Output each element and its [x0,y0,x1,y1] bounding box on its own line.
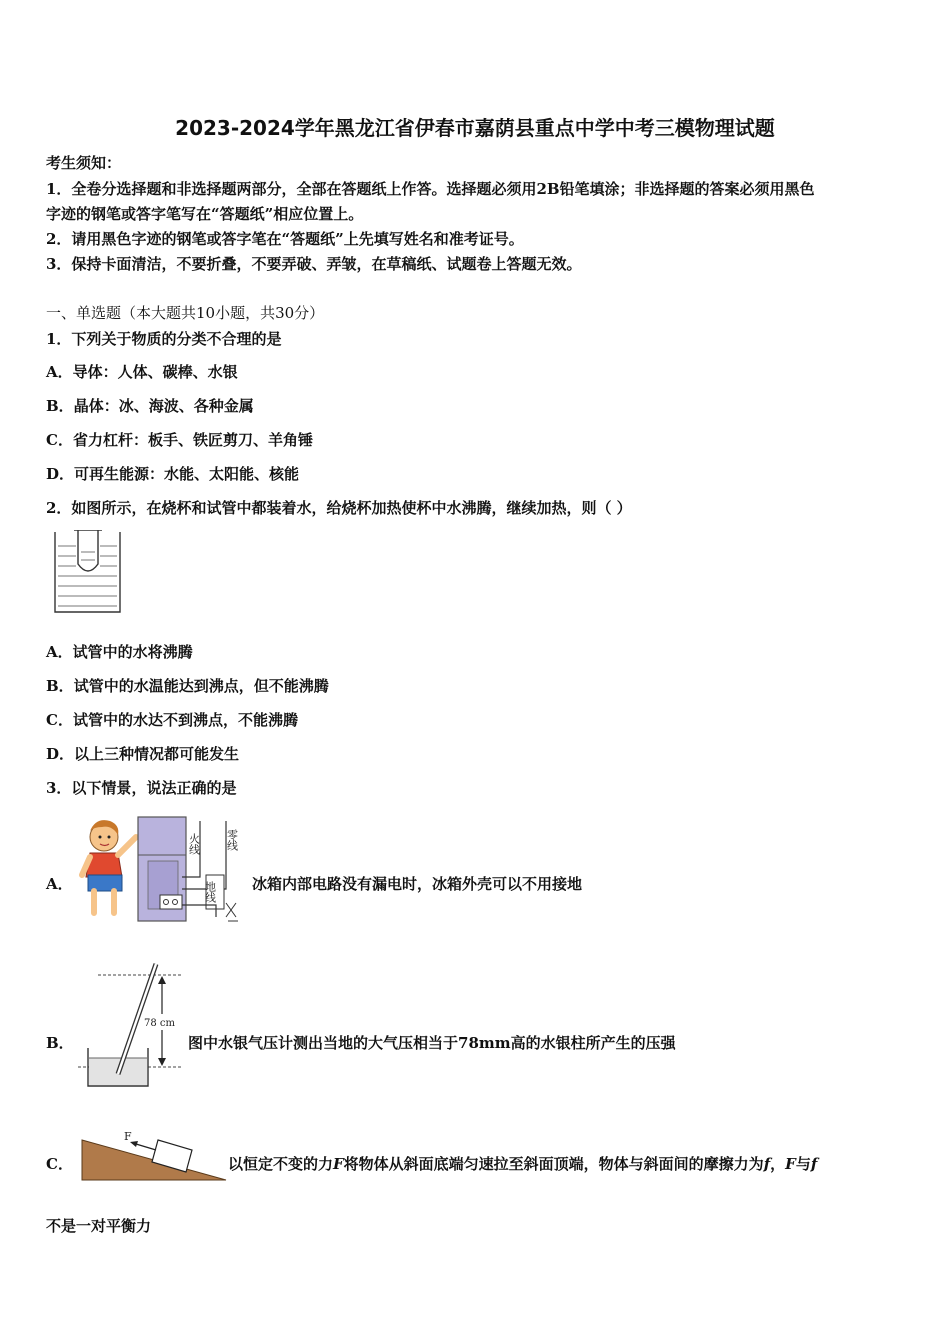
q3-option-c-letter: C． [46,1155,73,1173]
option-letter: D． [46,465,75,483]
q1-option-a [46,361,238,382]
option-text: 试管中的水温能达到沸点，但不能沸腾 [73,677,329,695]
q1-option-b [46,395,254,416]
section-heading: 一、单选题（本大题共10小题，共30分） [46,304,325,322]
incline-force-figure [80,1130,228,1184]
q3-option-b-text: 图中水银气压计测出当地的大气压相当于78mm高的水银柱所产生的压强 [188,1034,676,1052]
q2-option-c [46,709,298,730]
q1-option-d [46,463,299,484]
option-letter: B． [46,677,74,695]
notice-item-1-cont: 字迹的钢笔或答字笔写在“答题纸”相应位置上。 [46,205,364,223]
q3-option-b-letter: B． [46,1034,74,1052]
notice-item-2: 2．请用黑色字迹的钢笔或答字笔在“答题纸”上先填写姓名和准考证号。 [46,230,524,248]
live-wire-label: 火线 [187,833,201,855]
notice-item-3: 3．保持卡面清洁，不要折叠，不要弄破、弄皱，在草稿纸、试题卷上答题无效。 [46,255,582,273]
option-text: 导体：人体、碳棒、水银 [72,363,238,381]
notice-heading: 考生须知： [46,154,122,172]
q2-option-d [46,743,239,764]
force-label: F [124,1130,132,1143]
q1-stem: 1．下列关于物质的分类不合理的是 [46,330,282,348]
text-part: ， [770,1155,786,1173]
page-title: 2023-2024学年黑龙江省伊春市嘉荫县重点中学中考三模物理试题 [175,116,775,140]
option-letter: C． [46,431,73,449]
q2-option-b [46,675,329,696]
option-text: 晶体：冰、海波、各种金属 [73,397,254,415]
option-text: 可再生能源：水能、太阳能、核能 [74,465,300,483]
option-letter: D． [46,745,75,763]
notice-item-1: 1．全卷分选择题和非选择题两部分，全部在答题纸上作答。选择题必须用2B铅笔填涂；非选择题的答案必须用黑色 [46,180,815,198]
q1-option-c [46,429,313,450]
q3-option-c-continuation: 不是一对平衡力 [46,1217,152,1235]
neutral-wire-label: 零线 [225,829,239,851]
beaker-test-tube-figure [52,530,124,616]
q3-stem: 3．以下情景，说法正确的是 [46,779,237,797]
q2-stem: 2．如图所示，在烧杯和试管中都装着水，给烧杯加热使杯中水沸腾，继续加热，则（ ） [46,499,632,517]
ground-wire-label: 地线 [203,881,217,903]
option-text: 省力杠杆：板手、铁匠剪刀、羊角锤 [72,431,313,449]
option-text: 试管中的水达不到沸点，不能沸腾 [72,711,298,729]
option-letter: B． [46,397,74,415]
q3-option-c-text [228,1153,817,1174]
force-symbol: F [333,1155,344,1173]
friction-symbol: f [763,1155,771,1173]
q3-option-a-letter: A． [46,875,73,893]
q2-option-a [46,641,193,662]
option-letter: A． [46,363,73,381]
force-symbol: F [785,1155,796,1173]
text-part: 以恒定不变的力 [228,1155,334,1173]
friction-symbol: f [810,1155,818,1173]
option-text: 试管中的水将沸腾 [72,643,193,661]
option-letter: C． [46,711,73,729]
mercury-barometer-figure [78,962,184,1092]
option-letter: A． [46,643,73,661]
text-part: 与 [795,1155,811,1173]
option-text: 以上三种情况都可能发生 [74,745,240,763]
height-label: 78 cm [144,1018,175,1029]
text-part: 将物体从斜面底端匀速拉至斜面顶端，物体与斜面间的摩擦力为 [343,1155,764,1173]
q3-option-a-text: 冰箱内部电路没有漏电时，冰箱外壳可以不用接地 [252,875,583,893]
refrigerator-grounding-figure [76,815,246,925]
